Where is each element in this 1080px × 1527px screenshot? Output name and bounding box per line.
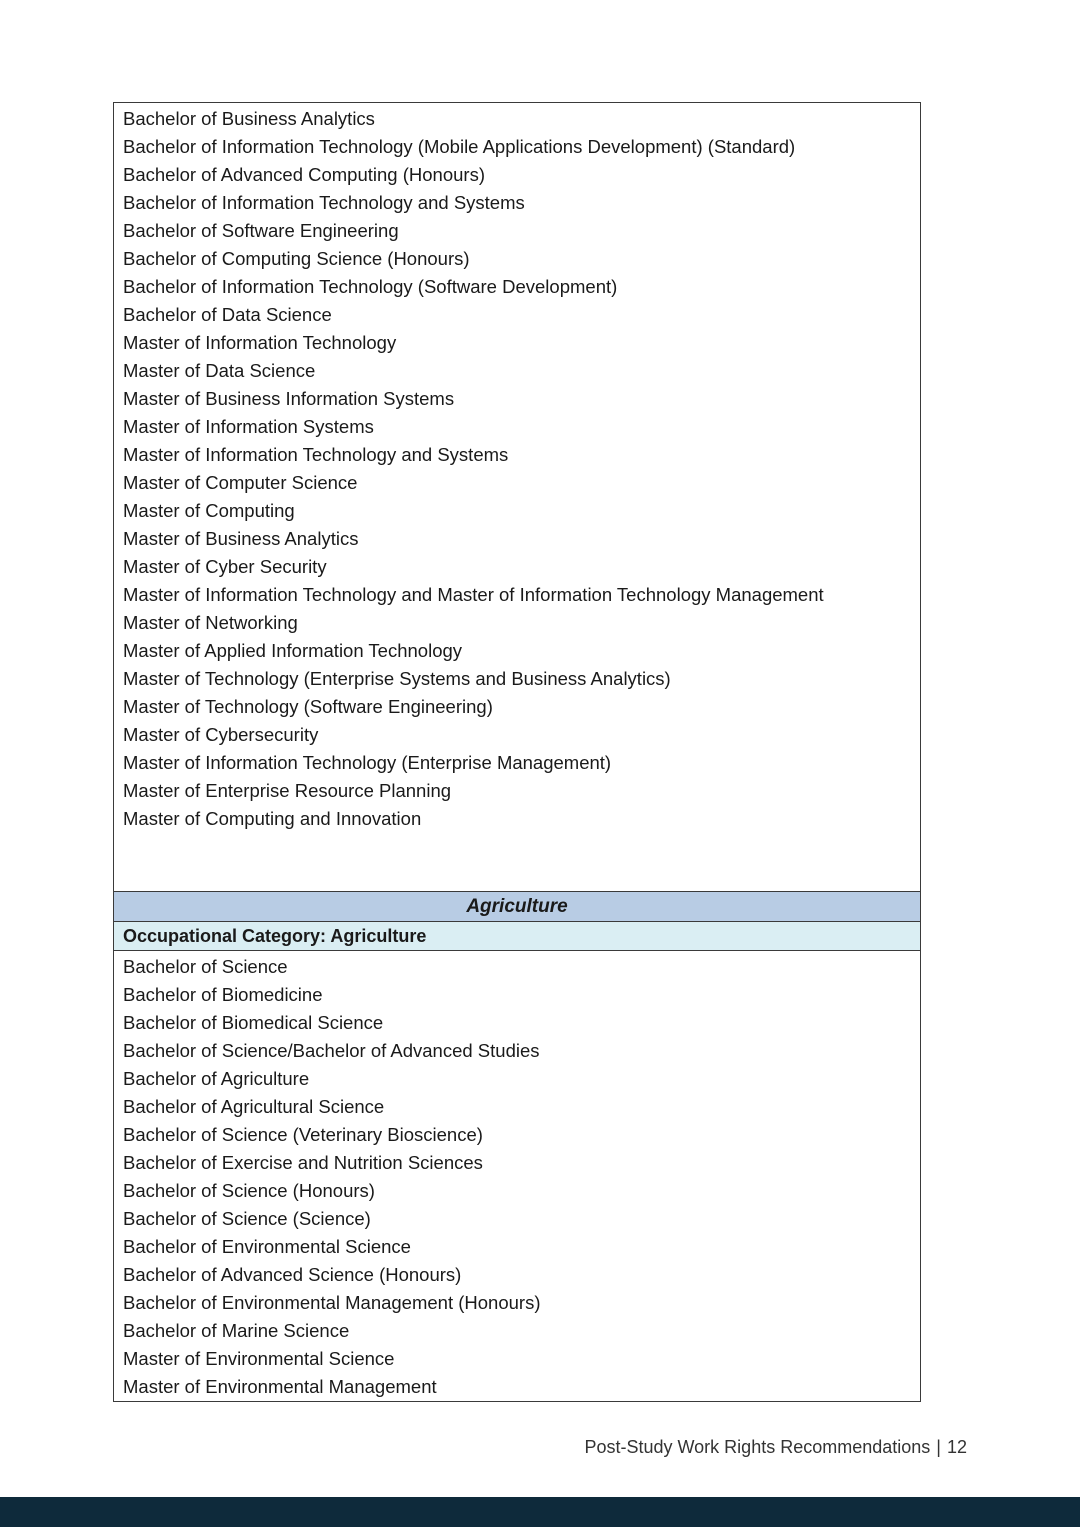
course-item: Bachelor of Data Science <box>123 304 332 325</box>
course-item: Master of Business Analytics <box>123 528 359 549</box>
footer-separator: | <box>936 1437 941 1457</box>
course-item: Master of Information Technology and Systems <box>123 444 509 465</box>
footer-title: Post-Study Work Rights Recommendations <box>584 1437 931 1457</box>
bottom-bar <box>0 1497 1080 1527</box>
course-item: Bachelor of Exercise and Nutrition Sciences <box>123 1152 483 1173</box>
course-item: Master of Information Systems <box>123 416 374 437</box>
course-item: Bachelor of Computing Science (Honours) <box>123 248 470 269</box>
course-item: Master of Technology (Enterprise Systems and Business Analytics) <box>123 668 671 689</box>
course-item: Bachelor of Agricultural Science <box>123 1096 385 1117</box>
course-item: Master of Applied Information Technology <box>123 640 463 661</box>
course-item: Bachelor of Information Technology (Software Development) <box>123 276 618 297</box>
course-item: Master of Computer Science <box>123 472 358 493</box>
course-item: Master of Environmental Science <box>123 1348 395 1369</box>
course-item: Master of Information Technology <box>123 332 397 353</box>
course-item: Bachelor of Marine Science <box>123 1320 350 1341</box>
course-item: Bachelor of Science (Veterinary Bioscience) <box>123 1124 483 1145</box>
course-item: Bachelor of Information Technology and Systems <box>123 192 525 213</box>
course-item: Master of Enterprise Resource Planning <box>123 780 452 801</box>
course-item: Bachelor of Biomedical Science <box>123 1012 384 1033</box>
page-number: 12 <box>946 1437 967 1457</box>
course-item: Master of Environmental Management <box>123 1376 437 1397</box>
course-item: Bachelor of Environmental Management (Honours) <box>123 1292 541 1313</box>
course-item: Bachelor of Software Engineering <box>123 220 399 241</box>
course-item: Master of Cyber Security <box>123 556 327 577</box>
occupational-category-header: Occupational Category: Agriculture <box>114 922 920 951</box>
course-item: Bachelor of Advanced Computing (Honours) <box>123 164 485 185</box>
course-item: Master of Information Technology (Enterprise Management) <box>123 752 612 773</box>
course-item: Master of Networking <box>123 612 298 633</box>
course-item: Bachelor of Science/Bachelor of Advanced Studies <box>123 1040 540 1061</box>
course-item: Bachelor of Information Technology (Mobile Applications Development) (Standard) <box>123 136 796 157</box>
course-item: Bachelor of Science (Honours) <box>123 1180 375 1201</box>
course-item: Master of Business Information Systems <box>123 388 455 409</box>
course-item: Bachelor of Agriculture <box>123 1068 310 1089</box>
course-item: Master of Cybersecurity <box>123 724 319 745</box>
course-item: Master of Computing <box>123 500 295 521</box>
course-item: Bachelor of Advanced Science (Honours) <box>123 1264 462 1285</box>
agriculture-course-list <box>114 951 920 1401</box>
course-item: Master of Technology (Software Engineering) <box>123 696 493 717</box>
course-item: Master of Computing and Innovation <box>123 808 422 829</box>
course-item: Master of Data Science <box>123 360 316 381</box>
table-spacer <box>114 833 920 891</box>
course-item: Bachelor of Science (Science) <box>123 1208 371 1229</box>
course-item: Bachelor of Science <box>123 956 288 977</box>
it-course-list <box>114 103 920 833</box>
course-item: Bachelor of Environmental Science <box>123 1236 411 1257</box>
course-item: Bachelor of Biomedicine <box>123 984 323 1005</box>
course-table <box>113 102 921 1402</box>
section-header-agriculture: Agriculture <box>114 891 920 922</box>
course-item: Bachelor of Business Analytics <box>123 108 375 129</box>
page-footer <box>584 1437 967 1458</box>
course-item: Master of Information Technology and Master of Information Technology Management <box>123 584 824 605</box>
